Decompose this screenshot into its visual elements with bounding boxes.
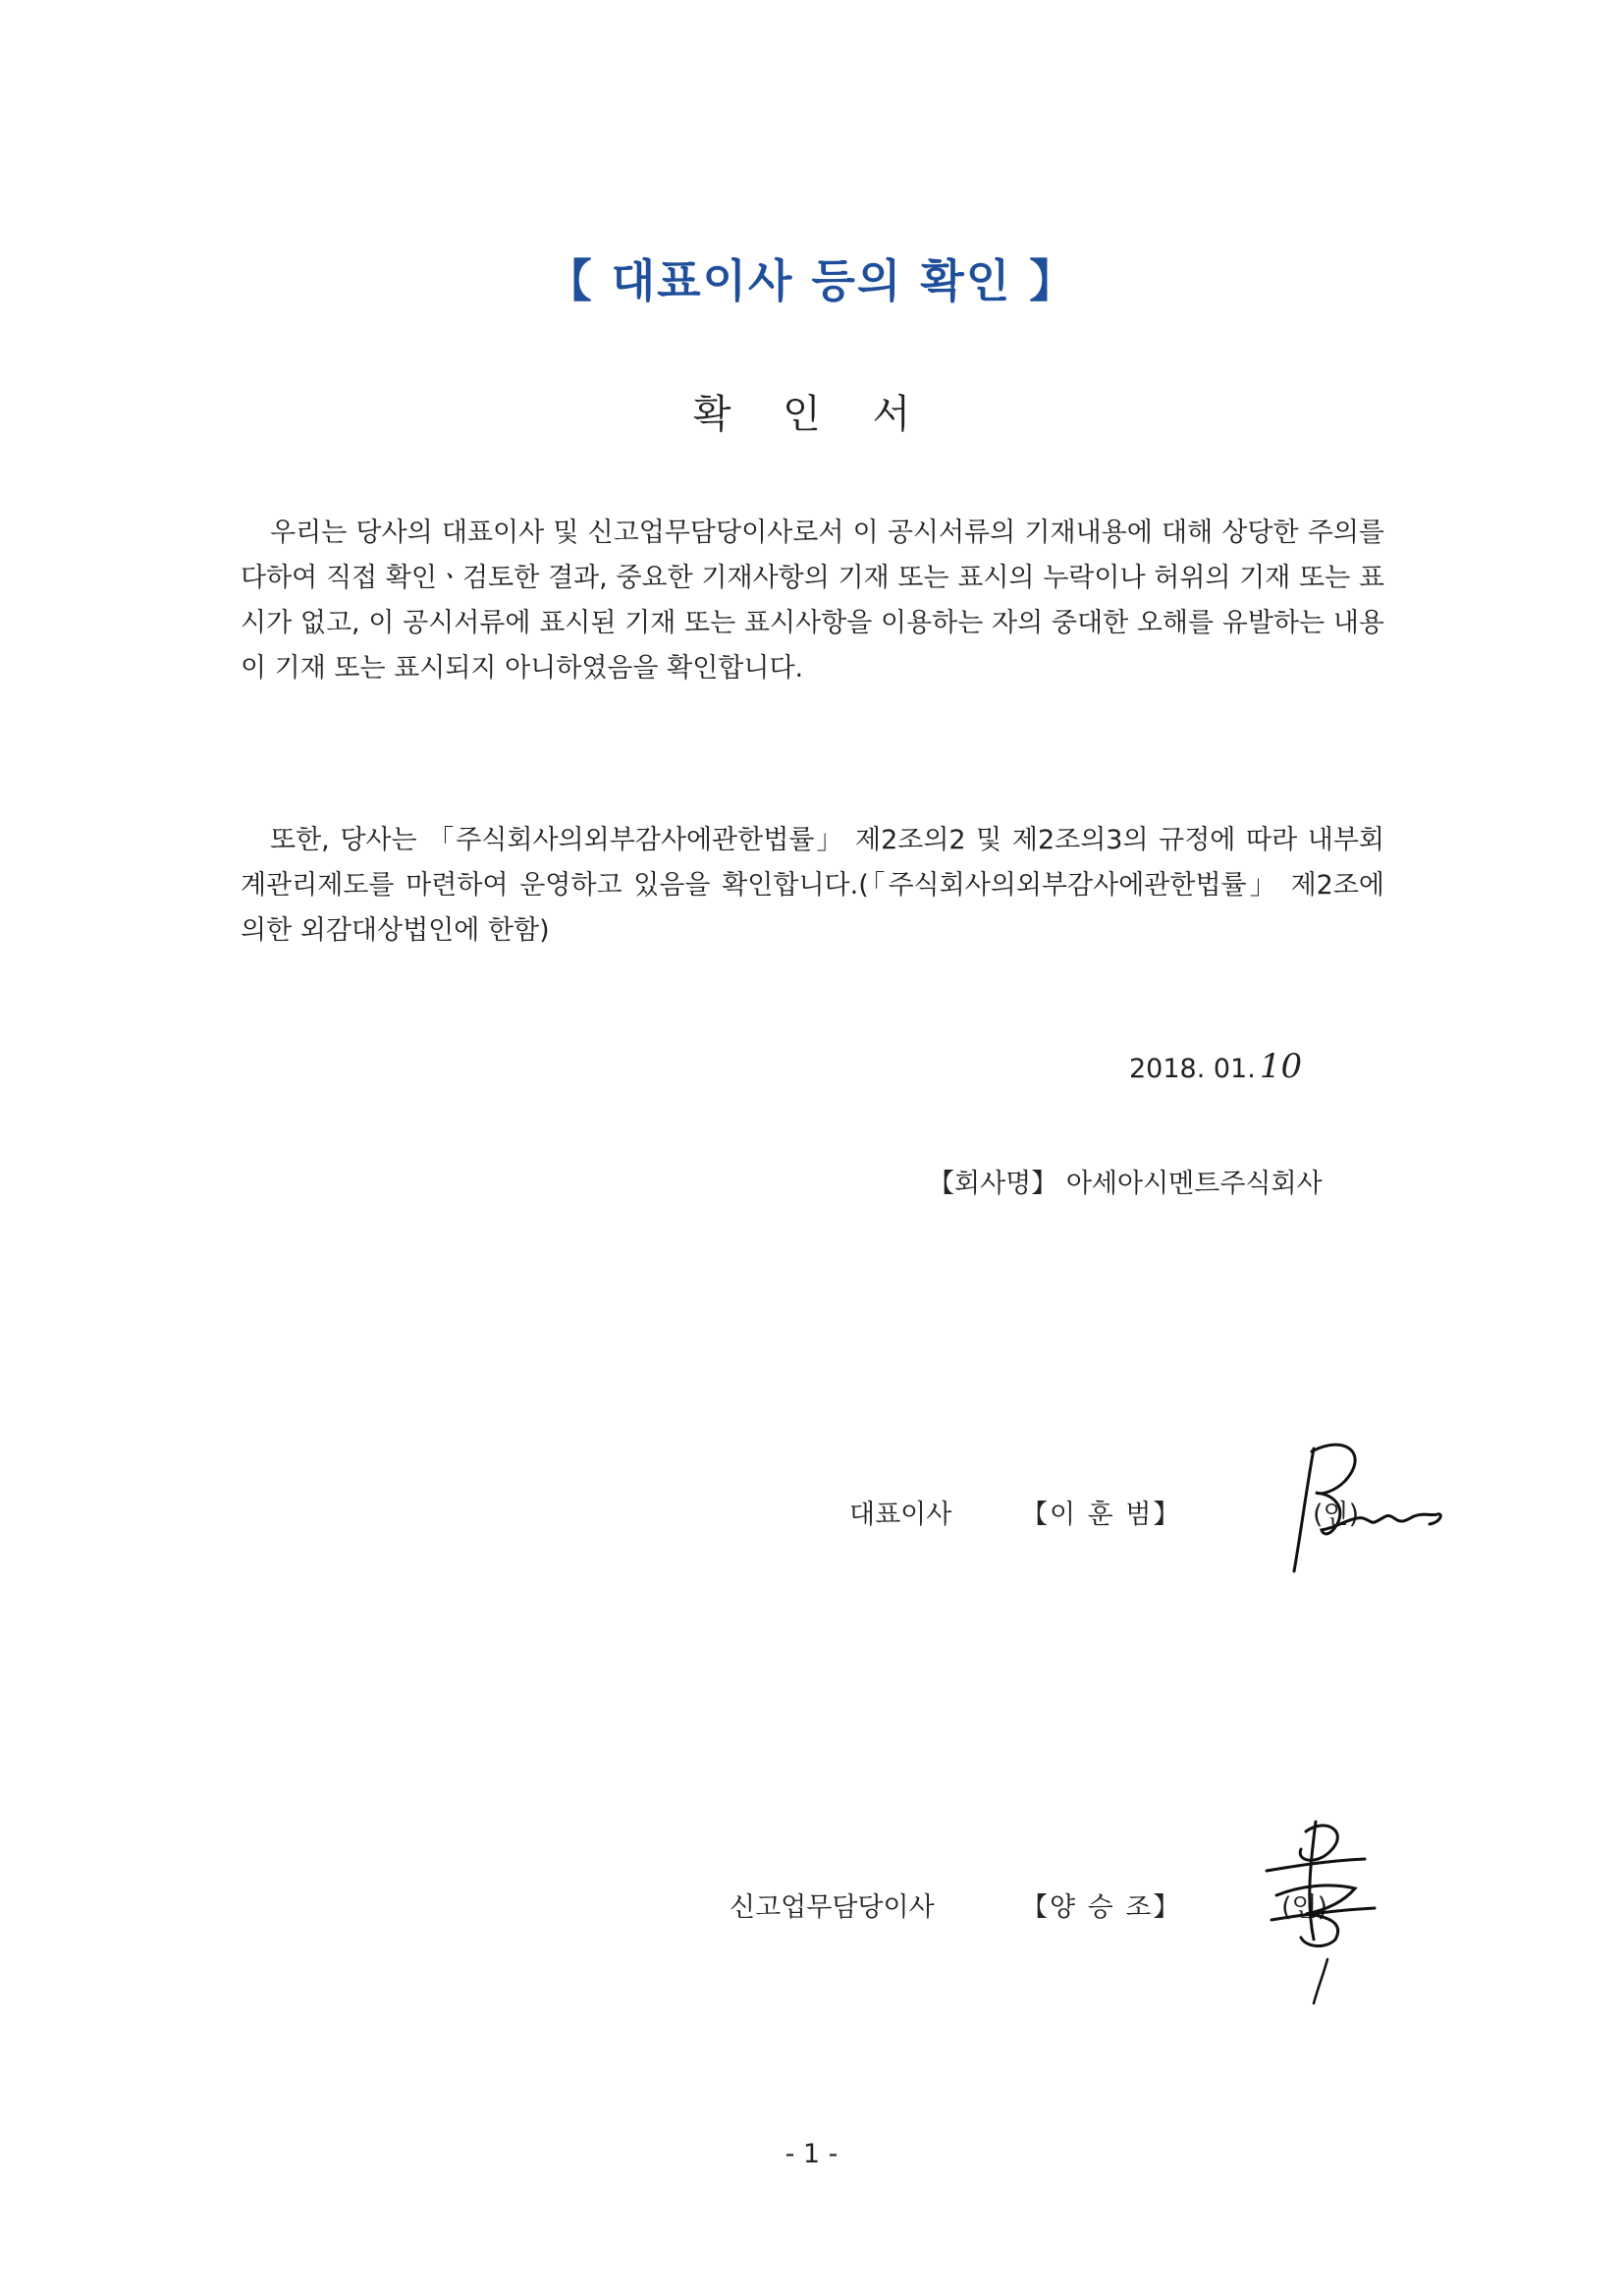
- date-printed: 2018. 01.: [1129, 1054, 1256, 1084]
- document-title: 【 대표이사 등의 확인 】: [546, 254, 1077, 307]
- confirmation-paragraph-1: 우리는 당사의 대표이사 및 신고업무담당이사로서 이 공시서류의 기재내용에 대해 상당한 주의를 다하여 직접 확인ㆍ검토한 결과, 중요한 기재사항의 기재 또는 표시의 누락이나 허위의 기재 또는 표시가 없고, 이 공시서류에 표시된 기재 또는 표시사항을 이용하는 자의 중대한 오해를 유발하는 내용이 기재 또는 표시되지 아니하였음을 확인합니다.: [241, 518, 1384, 683]
- company-name: 【회사명】 아세아시멘트주식회사: [928, 1169, 1323, 1199]
- document-subtitle: 확 인 서: [692, 392, 931, 437]
- seal-mark: (인): [1281, 1892, 1328, 1923]
- date-handwritten: 10: [1259, 1047, 1303, 1086]
- director-signature-icon: [1257, 1812, 1394, 2008]
- signer-role: 대표이사: [849, 1500, 952, 1530]
- signer-name: 【양 승 조】: [1021, 1892, 1182, 1923]
- page-number: - 1 -: [784, 2139, 839, 2169]
- signer-name: 【이 훈 범】: [1021, 1500, 1182, 1530]
- confirmation-paragraph-2: 또한, 당사는 「주식회사의외부감사에관한법률」 제2조의2 및 제2조의3의 규정에 따라 내부회계관리제도를 마련하여 운영하고 있음을 확인합니다.(「주식회사의외부감사에관한법률」 제2조에 의한 외감대상법인에 한함): [241, 825, 1384, 946]
- document-date: [1129, 1047, 1302, 1086]
- signer-role: 신고업무담당이사: [730, 1892, 935, 1923]
- ceo-signature-icon: [1276, 1434, 1453, 1581]
- seal-mark: (인): [1313, 1500, 1360, 1530]
